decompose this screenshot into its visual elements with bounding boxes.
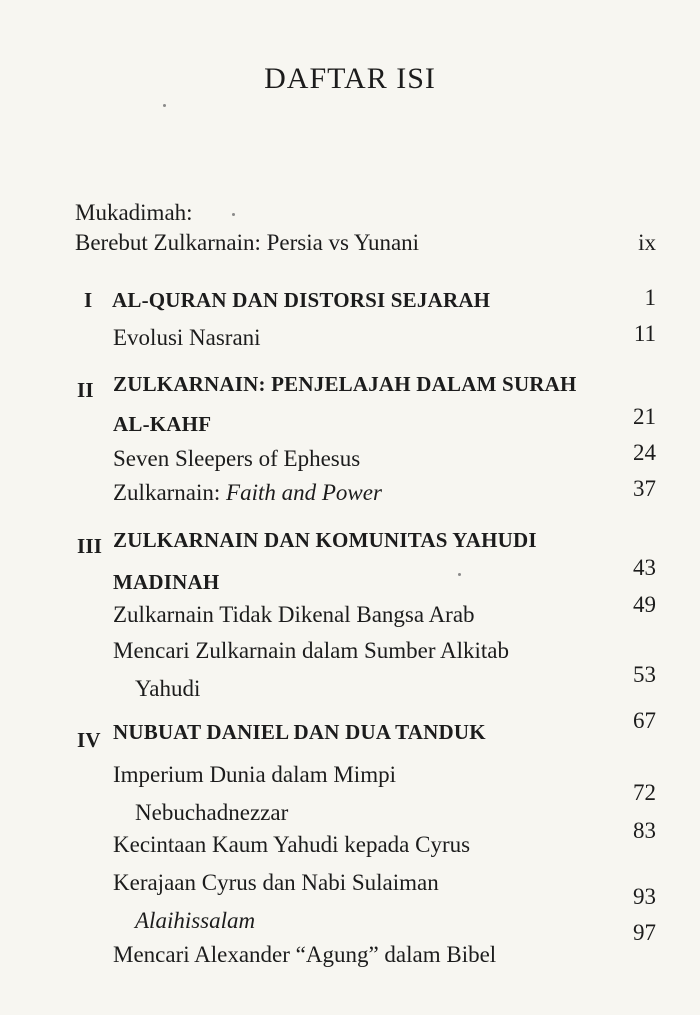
section-sumber-alkitab-line2: Yahudi: [135, 676, 201, 701]
chapter-3-numeral: III: [77, 534, 103, 558]
section-kerajaan-cyrus-page: 93: [633, 884, 656, 909]
chapter-2-numeral: II: [77, 378, 94, 402]
chapter-1-page: 1: [644, 285, 656, 310]
section-faith-and-power-plain: Zulkarnain:: [113, 480, 227, 505]
section-alexander-agung: Mencari Alexander “Agung” dalam Bibel: [113, 942, 497, 967]
chapter-4-title: NUBUAT DANIEL DAN DUA TANDUK: [113, 720, 486, 744]
section-kecintaan-kaum-page: 83: [633, 818, 656, 843]
chapter-1-numeral: I: [84, 288, 93, 312]
chapter-4-numeral: IV: [77, 728, 101, 752]
section-seven-sleepers: Seven Sleepers of Ephesus: [113, 446, 361, 471]
chapter-4-page: 67: [633, 708, 656, 733]
section-sumber-alkitab-page: 53: [633, 662, 656, 687]
section-seven-sleepers-page: 24: [633, 440, 656, 465]
section-sumber-alkitab-line1: Mencari Zulkarnain dalam Sumber Alkitab: [113, 638, 509, 663]
section-imperium-dunia-line1: Imperium Dunia dalam Mimpi: [113, 762, 396, 787]
mukadimah-page: ix: [638, 230, 656, 255]
section-kerajaan-cyrus-line1: Kerajaan Cyrus dan Nabi Sulaiman: [113, 870, 439, 895]
section-imperium-dunia-page: 72: [633, 780, 656, 805]
chapter-3-title-line2: MADINAH: [113, 570, 220, 594]
chapter-2-title-line1: ZULKARNAIN: PENJELAJAH DALAM SURAH: [113, 372, 577, 396]
chapter-2-page: 21: [633, 404, 656, 429]
section-faith-and-power-italic: Faith and Power: [226, 480, 382, 505]
chapter-2-title-line2: AL-KAHF: [113, 412, 212, 436]
section-alexander-agung-page: 97: [633, 920, 656, 945]
section-imperium-dunia-line2: Nebuchadnezzar: [135, 800, 289, 825]
chapter-3-title-line1: ZULKARNAIN DAN KOMUNITAS YAHUDI: [113, 528, 537, 552]
section-faith-and-power-page: 37: [633, 476, 656, 501]
section-evolusi-nasrani: Evolusi Nasrani: [113, 325, 261, 350]
section-evolusi-nasrani-page: 11: [633, 321, 656, 346]
chapter-3-page: 43: [633, 555, 656, 580]
paper-speck: [458, 573, 461, 576]
section-kecintaan-kaum: Kecintaan Kaum Yahudi kepada Cyrus: [113, 832, 471, 857]
mukadimah-subtitle: Berebut Zulkarnain: Persia vs Yunani: [75, 230, 420, 255]
section-kerajaan-cyrus-line2: Alaihissalam: [135, 908, 256, 933]
section-tidak-dikenal: Zulkarnain Tidak Dikenal Bangsa Arab: [113, 602, 475, 627]
mukadimah-label: Mukadimah:: [75, 200, 193, 225]
chapter-1-title: AL-QURAN DAN DISTORSI SEJARAH: [112, 288, 491, 312]
page-title: DAFTAR ISI: [264, 62, 436, 95]
section-faith-and-power: [113, 480, 382, 506]
section-tidak-dikenal-page: 49: [633, 592, 656, 617]
paper-speck: [163, 104, 166, 107]
paper-speck: [232, 213, 235, 216]
